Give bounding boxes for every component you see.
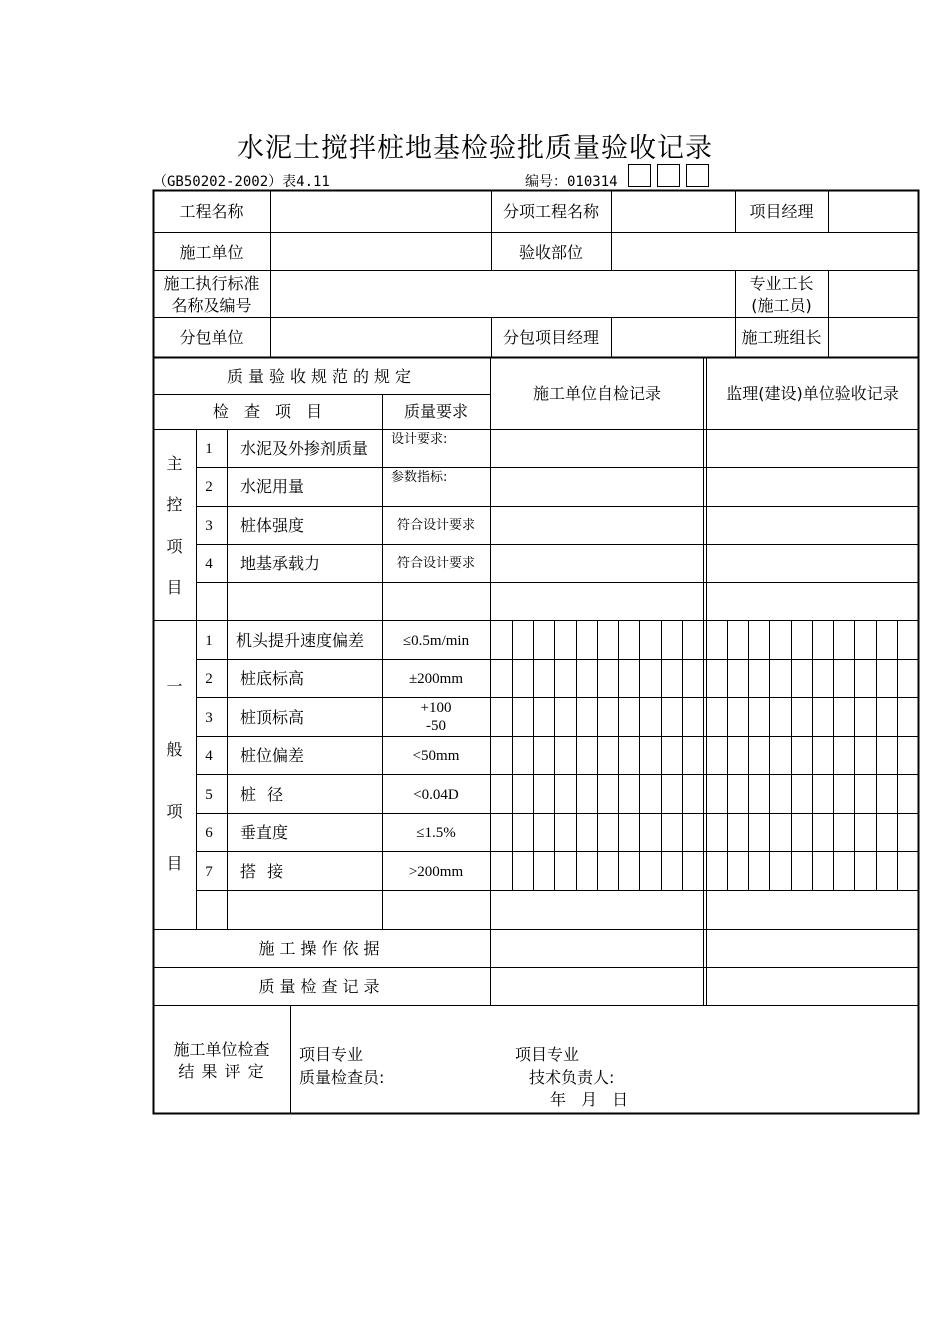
field-standard[interactable] [271, 271, 735, 317]
label-subcontractor: 分包单位 [179, 328, 244, 347]
general-row-item: 桩顶标高 [240, 708, 305, 727]
document-title: 水泥土搅拌桩地基检验批质量验收记录 [237, 133, 713, 164]
general-row-req-line2: -50 [426, 718, 446, 734]
inspector-label-line1: 项目专业 [299, 1045, 364, 1064]
field-project-name[interactable] [271, 191, 491, 232]
general-row-req: >200mm [408, 864, 464, 880]
main-row-req: 符合设计要求 [396, 518, 475, 533]
main-row-no: 3 [205, 518, 213, 534]
quality-record-field[interactable] [491, 968, 918, 1005]
check-item-heading: 检 查 项 目 [212, 402, 323, 421]
main-row-item: 水泥及外掺剂质量 [240, 439, 369, 458]
label-project-manager: 项目经理 [749, 202, 814, 221]
field-team-leader[interactable] [829, 318, 918, 357]
record-number: 编号：010314 [525, 174, 618, 190]
field-sub-manager[interactable] [612, 318, 735, 357]
general-row-req: <50mm [412, 748, 460, 764]
evaluation-label-line1: 施工单位检查 [173, 1040, 270, 1059]
field-sub-project-name[interactable] [612, 191, 735, 232]
main-row-req: 符合设计要求 [396, 556, 475, 571]
tech-lead-label-line2: 技术负责人: [529, 1068, 615, 1087]
field-construction-unit[interactable] [271, 233, 491, 270]
label-project-name: 工程名称 [179, 202, 244, 221]
general-row-no: 1 [205, 633, 213, 649]
general-char-4: 目 [166, 854, 183, 873]
main-row-req: 设计要求: [391, 432, 448, 447]
field-project-manager[interactable] [829, 191, 918, 232]
general-row-no: 2 [205, 671, 213, 687]
main-row-item: 水泥用量 [240, 477, 305, 496]
supervision-heading: 监理(建设)单位验收记录 [726, 384, 899, 403]
construction-basis-field[interactable] [491, 930, 918, 967]
general-row-req: ±200mm [408, 671, 464, 687]
general-row-no: 4 [205, 748, 213, 764]
quality-req-heading: 质量要求 [403, 402, 468, 421]
general-row-item: 桩底标高 [240, 669, 305, 688]
main-row-req: 参数指标: [391, 470, 448, 485]
field-subcontractor[interactable] [271, 318, 491, 357]
general-row-req: ≤1.5% [416, 825, 456, 841]
label-sub-manager: 分包项目经理 [502, 328, 599, 347]
label-construction-unit: 施工单位 [179, 243, 244, 262]
general-char-2: 般 [166, 740, 183, 759]
main-control-char-2: 控 [166, 495, 183, 514]
general-row-item: 机头提升速度偏差 [236, 631, 365, 650]
main-row-item: 地基承载力 [240, 554, 321, 573]
general-row-item: 垂直度 [240, 823, 289, 842]
main-row-no: 4 [205, 556, 213, 572]
construction-basis-label: 施工操作依据 [258, 939, 385, 958]
tech-lead-label-line1: 项目专业 [515, 1045, 580, 1064]
general-row-no: 6 [205, 825, 213, 841]
general-row-no: 5 [205, 787, 213, 803]
general-row-no: 3 [205, 710, 213, 726]
main-control-char-1: 主 [166, 454, 183, 473]
self-check-heading: 施工单位自检记录 [532, 384, 661, 403]
general-row-no: 7 [205, 864, 213, 880]
quality-record-label: 质量检查记录 [258, 977, 385, 996]
main-row-item: 桩体强度 [240, 516, 305, 535]
label-standard-line1: 施工执行标准 [163, 274, 260, 293]
inspector-label-line2: 质量检查员: [299, 1068, 385, 1087]
label-standard-line2: 名称及编号 [171, 296, 252, 315]
label-team-leader: 施工班组长 [741, 328, 822, 347]
field-foreman[interactable] [829, 271, 918, 317]
general-char-1: 一 [166, 677, 183, 696]
spec-heading: 质量验收规范的规定 [226, 367, 416, 386]
general-row-item: 搭 接 [240, 862, 284, 881]
general-row-req: ≤0.5m/min [402, 633, 470, 649]
main-control-char-4: 目 [166, 578, 183, 597]
evaluation-label-line2: 结 果 评 定 [178, 1062, 265, 1081]
label-acceptance-part: 验收部位 [518, 243, 583, 262]
main-control-char-3: 项 [166, 537, 183, 556]
standard-code: （GB50202-2002）表4.11 [153, 174, 330, 190]
date-label: 年 月 日 [550, 1090, 629, 1109]
label-foreman-line1: 专业工长 [749, 274, 814, 293]
main-row-no: 2 [205, 479, 213, 495]
label-foreman-line2: (施工员) [751, 296, 812, 315]
general-row-item: 桩 径 [240, 785, 284, 804]
general-char-3: 项 [166, 802, 183, 821]
general-row-req: +100 [420, 700, 452, 716]
general-row-item: 桩位偏差 [240, 746, 305, 765]
main-row-no: 1 [205, 441, 213, 457]
general-row-req: <0.04D [413, 787, 459, 803]
field-acceptance-part[interactable] [612, 233, 918, 270]
label-sub-project-name: 分项工程名称 [502, 202, 599, 221]
